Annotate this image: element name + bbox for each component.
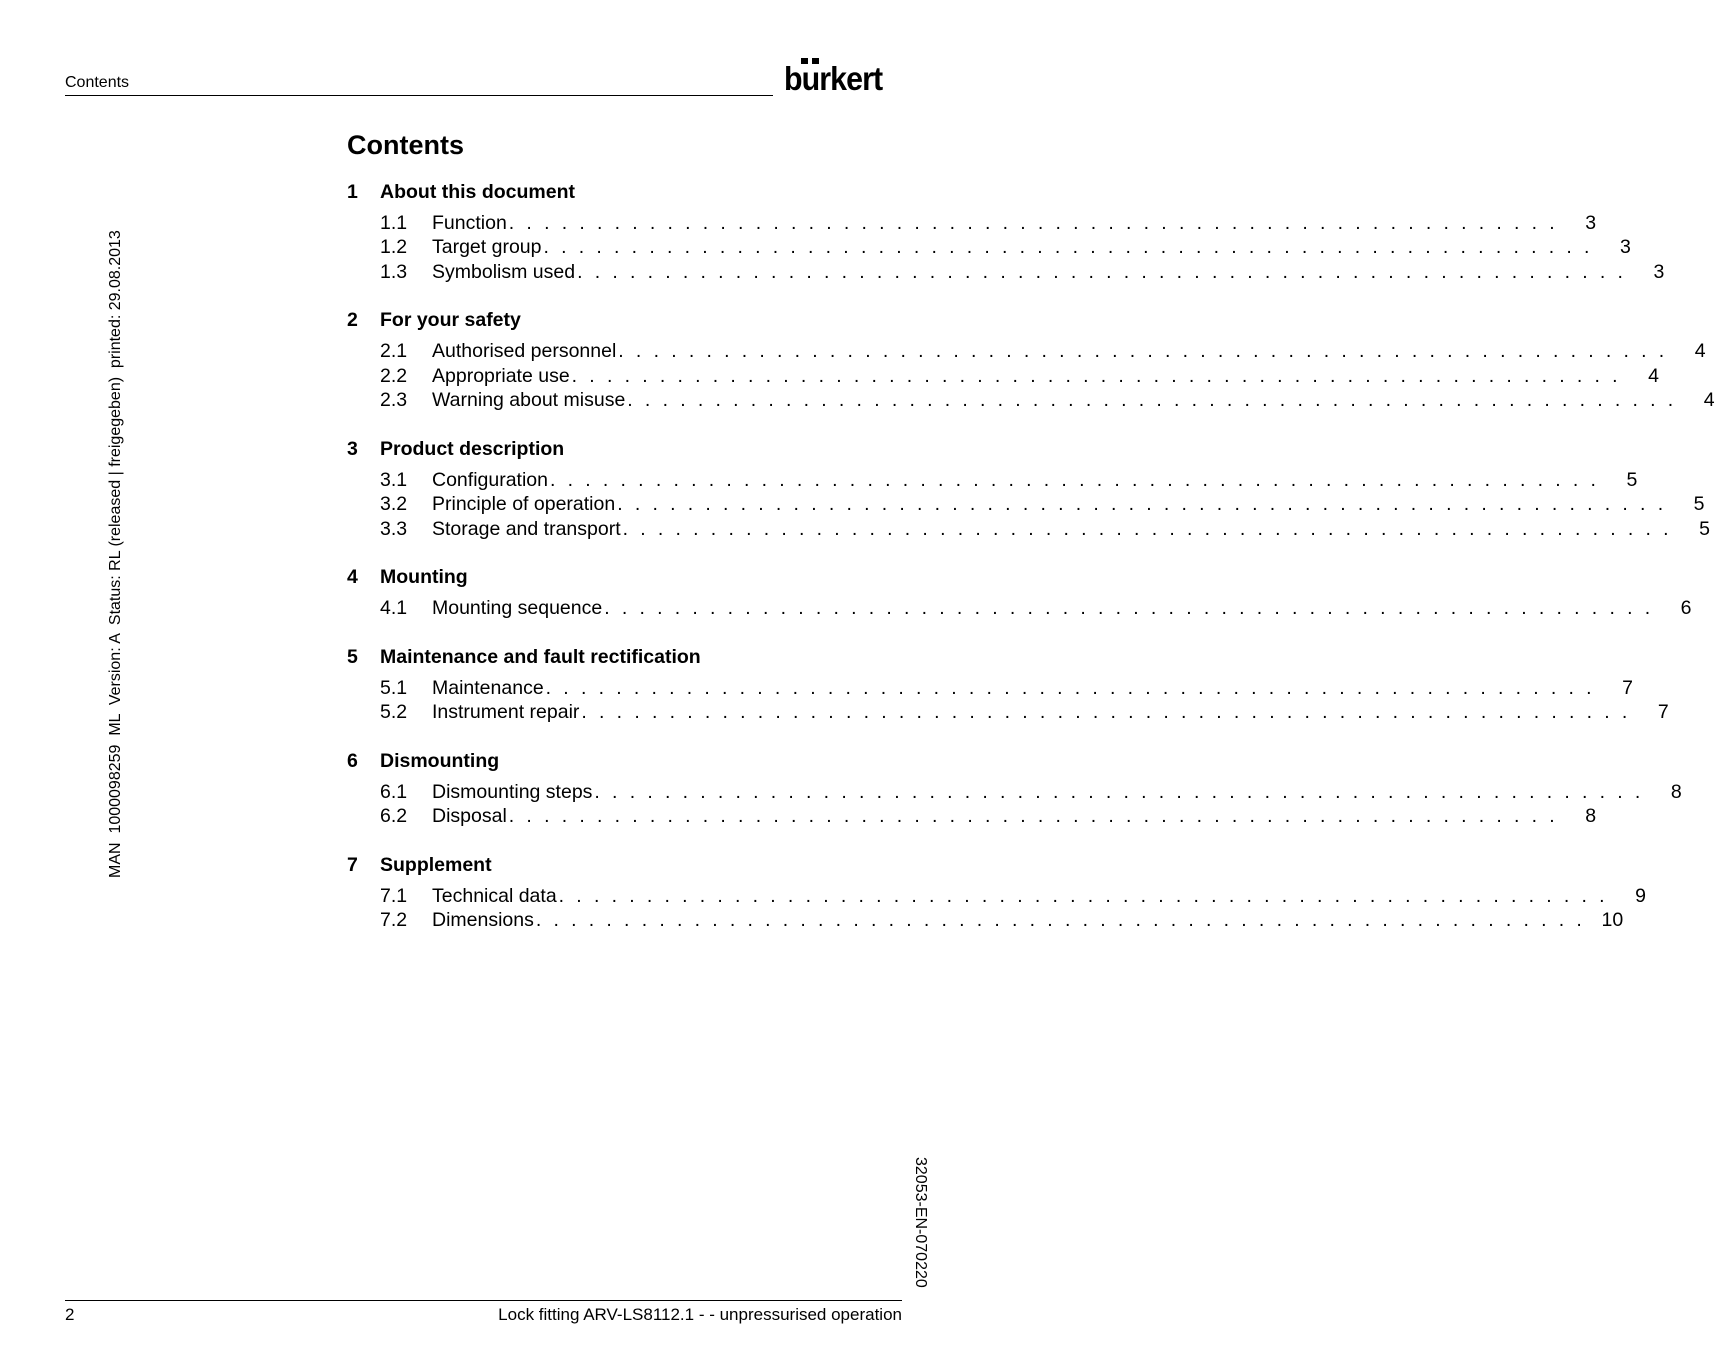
- entry-title: Target group: [432, 236, 542, 259]
- entry-title: Mounting sequence: [432, 597, 603, 620]
- toc-entry[interactable]: [347, 676, 1633, 701]
- entry-title: Appropriate use: [432, 364, 570, 387]
- toc-section: [347, 435, 1710, 542]
- entry-page-number: 3: [1619, 236, 1631, 259]
- entry-page-number: 5: [1693, 493, 1705, 516]
- entry-page-number: 3: [1653, 260, 1665, 283]
- entry-number: 6.2: [380, 805, 408, 828]
- entry-number: 1.3: [380, 260, 408, 283]
- section-number: 7: [347, 853, 358, 876]
- entry-number: 2.1: [380, 340, 408, 363]
- dot-leader: . . . . . . . . . . . . . . . . . . . . . . . . . . . . . . . . . . . . . . . . . . . . . . . . . . . . . . . . . . . .: [535, 909, 1586, 932]
- entry-title: Configuration: [432, 468, 548, 491]
- toc-section-heading[interactable]: [347, 643, 902, 671]
- toc-entry[interactable]: [347, 909, 1624, 934]
- footer-rule: [65, 1300, 902, 1301]
- toc-entry[interactable]: [347, 805, 1597, 830]
- toc-section-heading[interactable]: [347, 307, 902, 335]
- toc-section-heading[interactable]: [347, 564, 902, 592]
- toc-section: [347, 178, 1665, 285]
- entry-number: 7.1: [380, 884, 408, 907]
- dot-leader: . . . . . . . . . . . . . . . . . . . . . . . . . . . . . . . . . . . . . . . . . . . . . . . . . . . . . . . . . . . .: [594, 780, 1644, 803]
- dot-leader: . . . . . . . . . . . . . . . . . . . . . . . . . . . . . . . . . . . . . . . . . . . . . . . . . . . . . . . . . . . .: [577, 260, 1627, 283]
- toc-section-heading[interactable]: [347, 178, 902, 206]
- entry-page-number: 3: [1585, 211, 1597, 234]
- section-title: Dismounting: [380, 749, 500, 772]
- toc-section-heading[interactable]: [347, 747, 902, 775]
- entry-page-number: 8: [1670, 780, 1682, 803]
- entry-page-number: 10: [1601, 909, 1624, 932]
- toc-section-heading[interactable]: [347, 851, 902, 879]
- dot-leader: . . . . . . . . . . . . . . . . . . . . . . . . . . . . . . . . . . . . . . . . . . . . . . . . . . . . . . . . . . . .: [618, 340, 1668, 363]
- section-number: 1: [347, 180, 358, 203]
- toc-entry[interactable]: [347, 493, 1705, 518]
- entry-number: 1.1: [380, 211, 408, 234]
- side-document-code: 32053-EN-070220: [912, 1157, 929, 1288]
- toc-entry[interactable]: [347, 364, 1659, 389]
- entry-title: Authorised personnel: [432, 340, 617, 363]
- page-title: Contents: [347, 130, 464, 160]
- entry-page-number: 5: [1626, 468, 1638, 491]
- section-number: 5: [347, 645, 358, 668]
- entry-number: 7.2: [380, 909, 408, 932]
- entry-number: 3.1: [380, 468, 408, 491]
- entry-page-number: 5: [1699, 517, 1710, 540]
- entry-number: 3.2: [380, 493, 408, 516]
- section-title: Supplement: [380, 853, 492, 876]
- toc-entry[interactable]: [347, 884, 1646, 909]
- entry-page-number: 7: [1657, 701, 1669, 724]
- burkert-logo: [784, 58, 902, 98]
- entry-number: 5.1: [380, 676, 408, 699]
- entry-title: Technical data: [432, 884, 557, 907]
- entry-title: Maintenance: [432, 676, 544, 699]
- dot-leader: . . . . . . . . . . . . . . . . . . . . . . . . . . . . . . . . . . . . . . . . . . . . . . . . . . . . . . . . . . . .: [571, 364, 1621, 387]
- section-number: 6: [347, 749, 358, 772]
- side-document-info: MAN 1000098259 ML Version: A Status: RL (released | freigegeben) printed: 29.08.2013: [107, 230, 124, 878]
- entry-title: Principle of operation: [432, 493, 616, 516]
- toc-entry[interactable]: [347, 701, 1669, 726]
- entry-title: Instrument repair: [432, 701, 580, 724]
- dot-leader: . . . . . . . . . . . . . . . . . . . . . . . . . . . . . . . . . . . . . . . . . . . . . . . . . . . . . . . . . . . .: [508, 805, 1559, 828]
- entry-title: Function: [432, 211, 507, 234]
- entry-number: 2.3: [380, 389, 408, 412]
- section-title: Mounting: [380, 566, 468, 588]
- entry-title: Dimensions: [432, 909, 534, 932]
- dot-leader: . . . . . . . . . . . . . . . . . . . . . . . . . . . . . . . . . . . . . . . . . . . . . . . . . . . . . . . . . . . .: [550, 468, 1600, 491]
- toc-entry[interactable]: [347, 260, 1665, 285]
- entry-page-number: 4: [1648, 364, 1659, 387]
- header-section-label: Contents: [65, 74, 130, 91]
- dot-leader: . . . . . . . . . . . . . . . . . . . . . . . . . . . . . . . . . . . . . . . . . . . . . . . . . . . . . . . . . . . .: [604, 597, 1654, 620]
- dot-leader: . . . . . . . . . . . . . . . . . . . . . . . . . . . . . . . . . . . . . . . . . . . . . . . . . . . . . . . . . . . .: [622, 517, 1672, 540]
- dot-leader: . . . . . . . . . . . . . . . . . . . . . . . . . . . . . . . . . . . . . . . . . . . . . . . . . . . . . . . . . . . .: [545, 676, 1595, 699]
- toc-section: [347, 307, 1715, 414]
- toc-entry[interactable]: [347, 389, 1715, 414]
- section-number: 4: [347, 566, 358, 588]
- footer-document-title: Lock fitting ARV-LS8112.1 - - unpressurised operation: [498, 1305, 902, 1324]
- toc-section: [347, 564, 1692, 622]
- header-rule: [65, 95, 773, 96]
- entry-title: Warning about misuse: [432, 389, 626, 412]
- dot-leader: . . . . . . . . . . . . . . . . . . . . . . . . . . . . . . . . . . . . . . . . . . . . . . . . . . . . . . . . . . . .: [627, 389, 1677, 412]
- toc-entry[interactable]: [347, 236, 1631, 261]
- entry-number: 4.1: [380, 597, 408, 620]
- toc-section-heading[interactable]: [347, 435, 902, 463]
- toc-section: [347, 643, 1669, 725]
- entry-page-number: 7: [1622, 676, 1633, 699]
- toc-entry[interactable]: [347, 211, 1597, 236]
- entry-page-number: 9: [1635, 884, 1646, 907]
- section-title: Maintenance and fault rectification: [380, 645, 701, 668]
- entry-title: Storage and transport: [432, 517, 621, 540]
- entry-title: Symbolism used: [432, 260, 576, 283]
- toc-section: [347, 851, 1646, 933]
- footer-page-number: 2: [65, 1305, 75, 1324]
- entry-title: Disposal: [432, 805, 507, 828]
- toc-entry[interactable]: [347, 340, 1706, 365]
- entry-page-number: 8: [1585, 805, 1597, 828]
- toc-entry[interactable]: [347, 468, 1638, 493]
- dot-leader: . . . . . . . . . . . . . . . . . . . . . . . . . . . . . . . . . . . . . . . . . . . . . . . . . . . . . . . . . . . .: [558, 884, 1608, 907]
- entry-page-number: 4: [1694, 340, 1706, 363]
- section-number: 3: [347, 437, 358, 460]
- dot-leader: . . . . . . . . . . . . . . . . . . . . . . . . . . . . . . . . . . . . . . . . . . . . . . . . . . . . . . . . . . . .: [543, 236, 1593, 259]
- entry-number: 5.2: [380, 701, 408, 724]
- dot-leader: . . . . . . . . . . . . . . . . . . . . . . . . . . . . . . . . . . . . . . . . . . . . . . . . . . . . . . . . . . . .: [617, 493, 1667, 516]
- toc-section: [347, 747, 1682, 829]
- dot-leader: . . . . . . . . . . . . . . . . . . . . . . . . . . . . . . . . . . . . . . . . . . . . . . . . . . . . . . . . . . . .: [508, 211, 1559, 234]
- toc-entry[interactable]: [347, 780, 1682, 805]
- section-title: About this document: [380, 180, 575, 203]
- entry-page-number: 6: [1680, 597, 1692, 620]
- logo-text: burkert: [784, 60, 883, 97]
- section-number: 2: [347, 309, 358, 331]
- entry-number: 1.2: [380, 236, 408, 259]
- entry-page-number: 4: [1703, 389, 1715, 412]
- table-of-contents: [347, 178, 1715, 955]
- toc-entry[interactable]: [347, 597, 1692, 622]
- section-title: For your safety: [380, 309, 521, 331]
- dot-leader: . . . . . . . . . . . . . . . . . . . . . . . . . . . . . . . . . . . . . . . . . . . . . . . . . . . . . . . . . . . .: [581, 701, 1631, 724]
- toc-entry[interactable]: [347, 517, 1710, 542]
- entry-number: 6.1: [380, 780, 408, 803]
- section-title: Product description: [380, 437, 565, 460]
- entry-number: 3.3: [380, 517, 408, 540]
- entry-title: Dismounting steps: [432, 780, 593, 803]
- entry-number: 2.2: [380, 364, 408, 387]
